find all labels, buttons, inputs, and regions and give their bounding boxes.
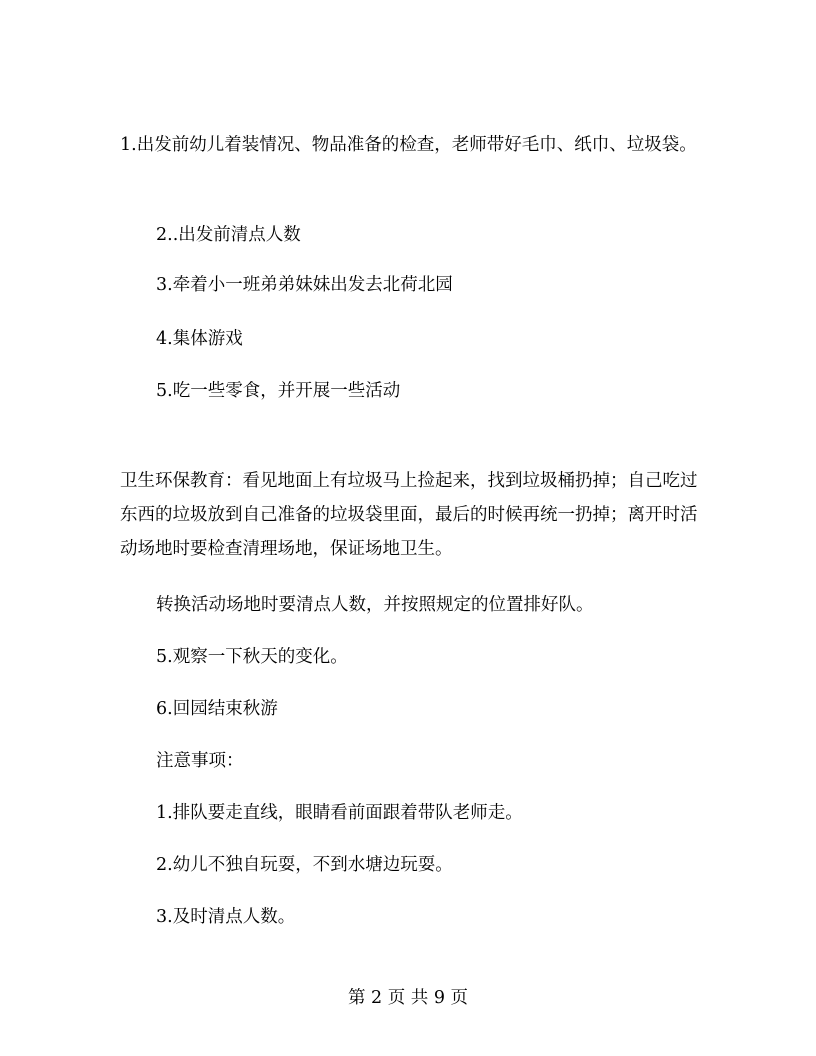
paragraph-note-line-up: 1.排队要走直线，眼睛看前面跟着带队老师走。 <box>156 803 523 823</box>
paragraph-notes-heading: 注意事项： <box>156 751 244 771</box>
paragraph-observe-autumn: 5.观察一下秋天的变化。 <box>156 647 348 667</box>
paragraph-count-before-departure: 2..出发前清点人数 <box>156 225 301 245</box>
paragraph-environment-education: 卫生环保教育：看见地面上有垃圾马上捡起来，找到垃圾桶扔掉；自己吃过东西的垃圾放到自己准备的垃圾袋里面，最后的时候再统一扔掉；离开时活动场地时要检查清理场地，保证场地卫生。 <box>120 471 698 559</box>
paragraph-preparation-check: 1.出发前幼儿着装情况、物品准备的检查，老师带好毛巾、纸巾、垃圾袋。 <box>120 135 697 155</box>
paragraph-note-no-solo-play: 2.幼儿不独自玩耍，不到水塘边玩耍。 <box>156 855 453 875</box>
paragraph-snacks-activities: 5.吃一些零食，并开展一些活动 <box>156 381 401 401</box>
paragraph-return-school: 6.回园结束秋游 <box>156 699 278 719</box>
page-number-footer: 第 2 页 共 9 页 <box>347 988 469 1008</box>
paragraph-note-headcount: 3.及时清点人数。 <box>156 907 296 927</box>
paragraph-depart-to-park: 3.牵着小一班弟弟妹妹出发去北荷北园 <box>156 275 453 295</box>
paragraph-group-games: 4.集体游戏 <box>156 329 243 349</box>
paragraph-change-venue: 转换活动场地时要清点人数，并按照规定的位置排好队。 <box>156 595 594 615</box>
